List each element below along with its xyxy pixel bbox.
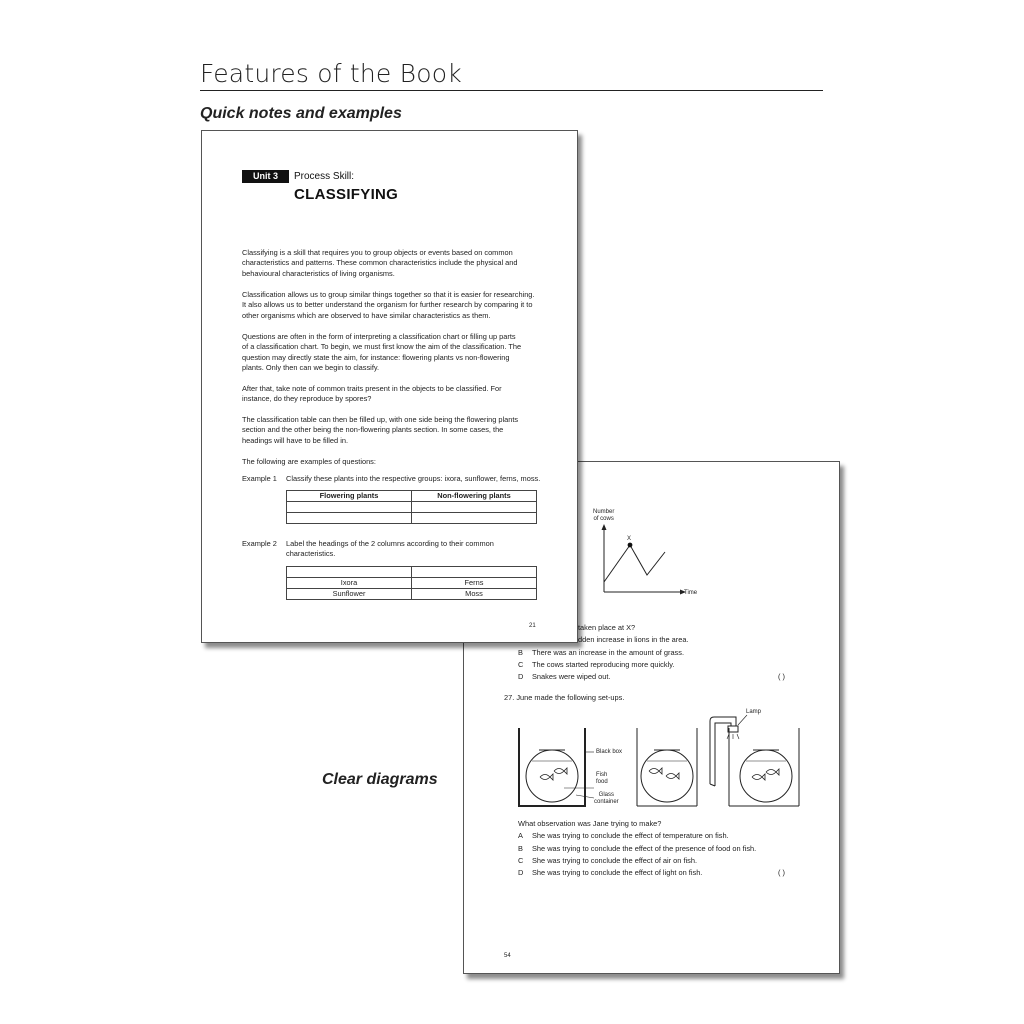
sample-page-classifying <box>201 130 578 643</box>
q26-option-d: D Snakes were wiped out. <box>518 672 611 681</box>
glass-container-label: Glass container <box>594 792 619 805</box>
q26-partial-option-a: dden increase in lions in the area. <box>578 635 689 644</box>
cow-population-graph <box>594 524 704 599</box>
q27-question: What observation was Jane trying to make? <box>518 819 662 828</box>
q27-answer-bracket: ( ) <box>778 868 785 877</box>
paragraph-5: The classification table can then be filled up, with one side being the flowering plants section and the other being the non-flowering plants section. In some cases, the headings will have to be filled in. <box>242 415 519 445</box>
table-header-non-flowering: Non-flowering plants <box>412 491 537 502</box>
example-2-table <box>286 566 537 600</box>
q27-option-c: C She was trying to conclude the effect of air on fish. <box>518 856 698 865</box>
graph-point-label: X <box>627 536 632 542</box>
clear-diagrams-label: Clear diagrams <box>322 771 438 788</box>
table-cell: Ixora <box>287 578 412 589</box>
table-cell: Sunflower <box>287 589 412 600</box>
lamp-label: Lamp <box>746 709 762 715</box>
example-1-text: Classify these plants into the respective groups: ixora, sunflower, ferns, moss. <box>286 474 541 483</box>
paragraph-6: The following are examples of questions: <box>242 457 376 466</box>
paragraph-1: Classifying is a skill that requires you to group objects or events based on common characteristics and patterns. These common characteristics include the physical and behavioural characteristics of living organisms. <box>242 248 518 278</box>
example-2-label: Example 2 <box>242 539 277 548</box>
unit-badge: Unit 3 <box>242 170 289 183</box>
table-row <box>287 578 537 589</box>
example-1-table <box>286 490 537 524</box>
table-cell: Moss <box>412 589 537 600</box>
q26-partial-stem: taken place at X? <box>578 623 636 632</box>
q27-option-a: A She was trying to conclude the effect of temperature on fish. <box>518 831 729 840</box>
table-header-flowering: Flowering plants <box>287 491 412 502</box>
q27-stem: 27. June made the following set-ups. <box>504 693 625 702</box>
fish-food-label: Fish food <box>596 772 608 785</box>
graph-y-label: Number of cows <box>593 509 615 522</box>
unit-subtitle: Process Skill: <box>294 171 355 182</box>
point-x-marker <box>628 543 633 548</box>
q27-option-b: B She was trying to conclude the effect of the presence of food on fish. <box>518 844 757 853</box>
paragraph-2: Classification allows us to group similar things together so that it is easier for researching. It also allows us to better understand the organism for further research by comparing it to other organisms which are observed to have similar characteristics as them. <box>242 290 535 320</box>
unit-title: CLASSIFYING <box>294 186 399 203</box>
table-row <box>287 589 537 600</box>
q26-option-b: B There was an increase in the amount of grass. <box>518 648 684 657</box>
q26-answer-bracket: ( ) <box>778 672 785 681</box>
paragraph-3: Questions are often in the form of interpreting a classification chart or filling up parts of a classification chart. To begin, we must first know the aim of the classification. The question may directly state the aim, for instance: flowering plants vs non-flowering plants. Only then can we begin to classify. <box>242 332 522 372</box>
table-row <box>287 567 537 578</box>
page-number-54: 54 <box>504 953 511 959</box>
page-heading: Features of the Book <box>200 58 823 91</box>
example-1-label: Example 1 <box>242 474 277 483</box>
q27-option-d: D She was trying to conclude the effect of light on fish. <box>518 868 703 877</box>
black-box-label: Black box <box>596 749 623 755</box>
paragraph-4: After that, take note of common traits present in the objects to be classified. For instance, do they reproduce by spores? <box>242 384 502 404</box>
table-row <box>287 513 537 524</box>
q26-option-c: C The cows started reproducing more quickly. <box>518 660 675 669</box>
page-number-21: 21 <box>529 623 536 629</box>
table-row <box>287 502 537 513</box>
quick-notes-label: Quick notes and examples <box>200 105 402 122</box>
table-cell: Ferns <box>412 578 537 589</box>
fish-setups-diagram <box>514 706 804 808</box>
graph-x-label: Time <box>684 590 698 596</box>
example-2-text: Label the headings of the 2 columns according to their common characteristics. <box>286 539 494 559</box>
